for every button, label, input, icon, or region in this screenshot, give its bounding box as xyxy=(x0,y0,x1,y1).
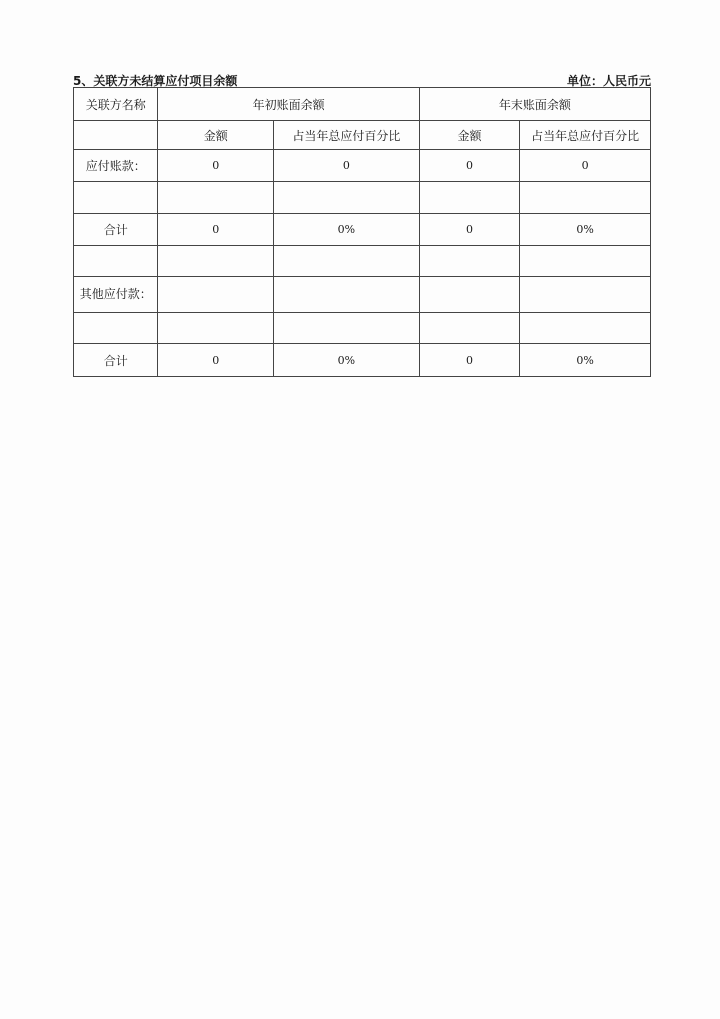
header-begin-amount: 金额 xyxy=(158,121,274,150)
cell-end-percent: 0 xyxy=(520,150,651,182)
table-cell xyxy=(74,313,158,344)
row-label-accounts-payable: 应付账款： xyxy=(74,150,158,182)
table-cell xyxy=(520,182,651,214)
cell-end-percent: 0% xyxy=(520,214,651,246)
table-cell xyxy=(74,182,158,214)
header-begin-balance: 年初账面余额 xyxy=(158,88,419,121)
table-row xyxy=(74,214,651,246)
table-cell xyxy=(419,246,520,277)
header-begin-percent: 占当年总应付百分比 xyxy=(274,121,420,150)
row-label-other-payables-total: 合计 xyxy=(74,344,158,377)
table-cell xyxy=(419,277,520,313)
table-cell xyxy=(158,182,274,214)
table-cell xyxy=(419,182,520,214)
table-cell xyxy=(520,277,651,313)
table-cell xyxy=(520,246,651,277)
header-end-amount: 金额 xyxy=(419,121,520,150)
header-end-percent: 占当年总应付百分比 xyxy=(520,121,651,150)
section-title: 5、关联方未结算应付项目余额 xyxy=(73,74,238,88)
cell-begin-percent: 0% xyxy=(274,344,420,377)
related-party-payables-table xyxy=(73,87,651,377)
table-heading xyxy=(73,72,651,88)
table-cell xyxy=(520,313,651,344)
table-cell xyxy=(274,313,420,344)
table-cell xyxy=(274,182,420,214)
table-row xyxy=(74,313,651,344)
table-header-row xyxy=(74,88,651,121)
cell-begin-percent: 0% xyxy=(274,214,420,246)
table-row xyxy=(74,277,651,313)
table-cell xyxy=(419,313,520,344)
unit-label: 单位：人民币元 xyxy=(566,74,651,88)
cell-begin-amount: 0 xyxy=(158,150,274,182)
cell-begin-percent: 0 xyxy=(274,150,420,182)
table-cell xyxy=(274,246,420,277)
header-party-name: 关联方名称 xyxy=(74,88,158,121)
row-label-other-payables: 其他应付款： xyxy=(74,277,158,313)
table-cell xyxy=(158,313,274,344)
table-cell xyxy=(158,246,274,277)
table-row xyxy=(74,246,651,277)
cell-begin-amount: 0 xyxy=(158,344,274,377)
cell-end-amount: 0 xyxy=(419,344,520,377)
header-end-balance: 年末账面余额 xyxy=(419,88,650,121)
table-subheader-row xyxy=(74,121,651,150)
cell-begin-amount: 0 xyxy=(158,214,274,246)
table-row xyxy=(74,150,651,182)
table-cell xyxy=(274,277,420,313)
cell-end-percent: 0% xyxy=(520,344,651,377)
table-row xyxy=(74,182,651,214)
table-row xyxy=(74,344,651,377)
table-cell xyxy=(74,121,158,150)
table-cell xyxy=(74,246,158,277)
table-cell xyxy=(158,277,274,313)
cell-end-amount: 0 xyxy=(419,214,520,246)
cell-end-amount: 0 xyxy=(419,150,520,182)
row-label-accounts-payable-total: 合计 xyxy=(74,214,158,246)
